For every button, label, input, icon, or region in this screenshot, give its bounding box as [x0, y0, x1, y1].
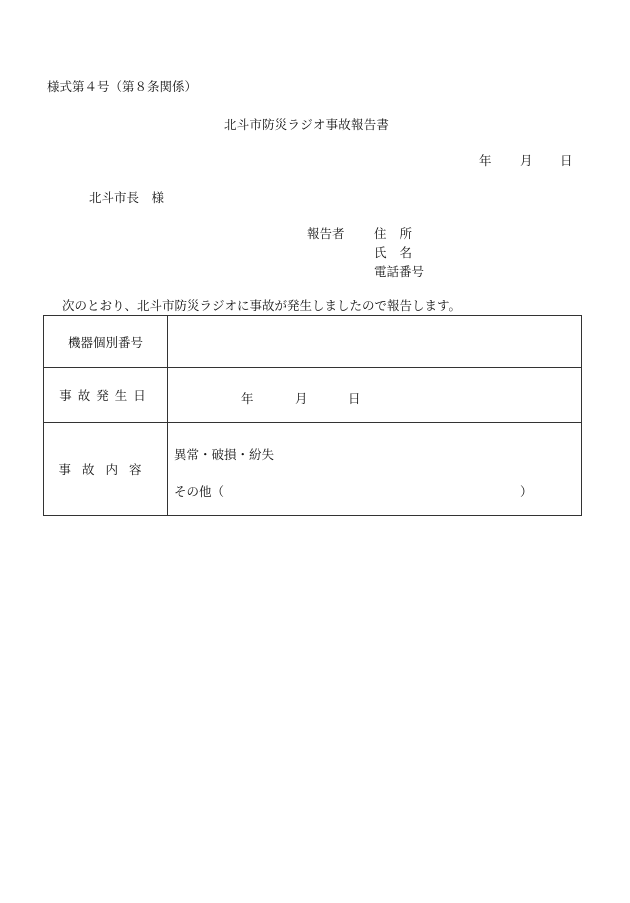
reporter-address-label: 住所: [374, 226, 426, 241]
occurrence-month-label: 月: [295, 391, 308, 407]
option-abnormal-damage-loss[interactable]: 異常・破損・紛失: [174, 446, 275, 462]
intro-text: 次のとおり、北斗市防災ラジオに事故が発生しましたので報告します。: [62, 298, 462, 313]
reporter-phone-label: 電話番号: [374, 264, 425, 279]
addressee: 北斗市長 様: [89, 190, 165, 205]
report-table: [43, 315, 582, 516]
details-label: 事故内容: [44, 422, 168, 515]
document-title: 北斗市防災ラジオ事故報告書: [224, 117, 390, 132]
option-other-close-paren: ）: [520, 483, 533, 499]
date-day-label: 日: [560, 153, 573, 168]
occurrence-date-label: 事故発生日: [44, 368, 168, 422]
details-row: [44, 422, 582, 515]
occurrence-year-label: 年: [241, 391, 254, 407]
details-field[interactable]: [168, 422, 582, 515]
occurrence-date-row: [44, 368, 582, 422]
occurrence-day-label: 日: [348, 391, 361, 407]
option-other[interactable]: その他（: [174, 483, 225, 499]
reporter-label: 報告者: [307, 226, 345, 241]
date-month-label: 月: [520, 153, 533, 168]
device-number-label: 機器個別番号: [44, 316, 168, 368]
device-number-row: [44, 316, 582, 368]
date-year-label: 年: [479, 153, 492, 168]
reporter-name-label: 氏名: [374, 245, 426, 260]
device-number-field[interactable]: [168, 316, 582, 368]
occurrence-date-field[interactable]: [168, 368, 582, 422]
form-number: 様式第４号（第８条関係）: [47, 79, 198, 94]
